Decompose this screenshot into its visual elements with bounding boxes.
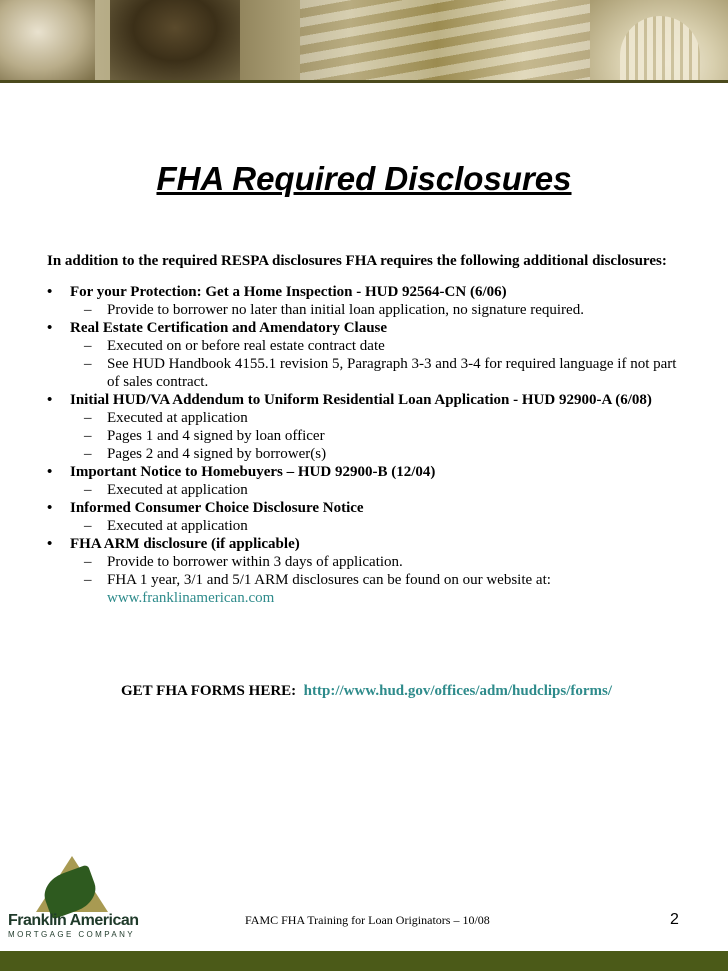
logo-tagline: MORTGAGE COMPANY bbox=[8, 930, 136, 939]
forms-label: GET FHA FORMS HERE: bbox=[121, 683, 297, 699]
disclosure-list bbox=[47, 252, 677, 607]
dash-icon: – bbox=[84, 410, 92, 426]
dash-icon: – bbox=[84, 338, 92, 354]
dash-icon: – bbox=[84, 518, 92, 534]
page-title: FHA Required Disclosures bbox=[156, 160, 572, 197]
dash-icon: – bbox=[84, 302, 92, 318]
list-item-consumer-choice: • Informed Consumer Choice Disclosure Notice bbox=[47, 500, 364, 516]
dash-icon: – bbox=[84, 572, 92, 588]
sub-item: – Executed at application bbox=[84, 482, 248, 498]
company-logo bbox=[8, 856, 138, 942]
sub-item: – FHA 1 year, 3/1 and 5/1 ARM disclosures can be found on our website at: www.franklinamerican.com bbox=[84, 572, 551, 606]
banner-person-left bbox=[0, 0, 95, 80]
dash-icon: – bbox=[84, 428, 92, 444]
dash-icon: – bbox=[84, 446, 92, 462]
sub-item: – Pages 2 and 4 signed by borrower(s) bbox=[84, 446, 327, 462]
bullet-icon: • bbox=[47, 320, 53, 336]
list-item-real-estate-cert: • Real Estate Certification and Amendatory Clause bbox=[47, 320, 388, 336]
dash-icon: – bbox=[84, 554, 92, 570]
sub-item: – Pages 1 and 4 signed by loan officer bbox=[84, 428, 325, 444]
list-item-arm-disclosure: • FHA ARM disclosure (if applicable) bbox=[47, 536, 300, 552]
bullet-icon: • bbox=[47, 536, 53, 552]
header-banner-image bbox=[0, 0, 728, 80]
bullet-icon: • bbox=[47, 464, 53, 480]
logo-name: Franklin American bbox=[8, 912, 139, 929]
page-number: 2 bbox=[670, 911, 679, 928]
bullet-icon: • bbox=[47, 392, 53, 408]
footer-caption: FAMC FHA Training for Loan Originators – 10/08 bbox=[245, 913, 490, 927]
dash-icon: – bbox=[84, 356, 92, 372]
bullet-icon: • bbox=[47, 500, 53, 516]
dash-icon: – bbox=[84, 482, 92, 498]
list-item-hud-va-addendum: • Initial HUD/VA Addendum to Uniform Residential Loan Application - HUD 92900-A (6/08) bbox=[47, 392, 652, 408]
sub-item: – Executed at application bbox=[84, 410, 248, 426]
sub-item: – Executed at application bbox=[84, 518, 248, 534]
forms-callout bbox=[121, 683, 612, 700]
banner-person-right bbox=[110, 0, 240, 80]
footer-bar bbox=[0, 951, 728, 971]
banner-flag-stripes bbox=[300, 0, 630, 80]
website-link[interactable]: www.franklinamerican.com bbox=[107, 590, 275, 606]
banner-divider bbox=[0, 80, 728, 83]
list-item-notice-homebuyers: • Important Notice to Homebuyers – HUD 92900-B (12/04) bbox=[47, 464, 436, 480]
intro-text: In addition to the required RESPA disclosures FHA requires the following additional disclosures: bbox=[47, 253, 667, 269]
list-item-home-inspection: • For your Protection: Get a Home Inspection - HUD 92564-CN (6/06) bbox=[47, 284, 507, 300]
sub-item: – Provide to borrower within 3 days of application. bbox=[84, 554, 403, 570]
sub-item: – See HUD Handbook 4155.1 revision 5, Paragraph 3-3 and 3-4 for required language if not part of sales contract. bbox=[84, 356, 677, 390]
sub-item: – Provide to borrower no later than initial loan application, no signature required. bbox=[84, 302, 584, 318]
bullet-icon: • bbox=[47, 284, 53, 300]
sub-item: – Executed on or before real estate contract date bbox=[84, 338, 385, 354]
forms-url-link[interactable]: http://www.hud.gov/offices/adm/hudclips/forms/ bbox=[303, 683, 613, 699]
